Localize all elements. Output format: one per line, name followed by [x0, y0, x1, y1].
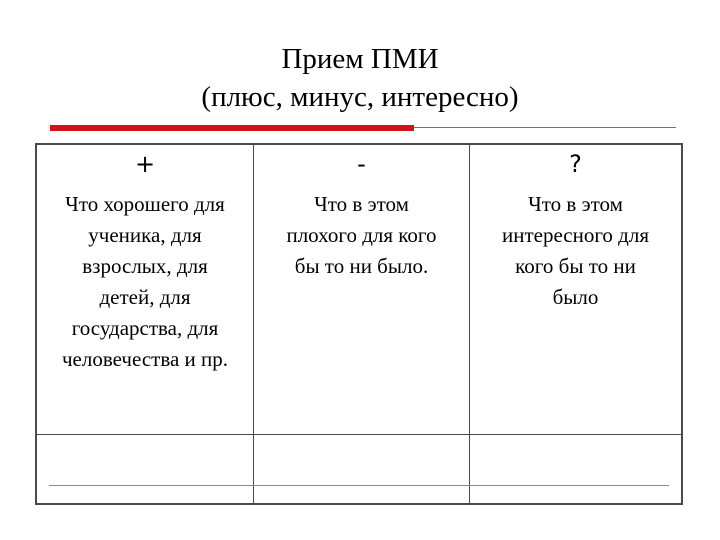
pmi-table	[35, 143, 683, 505]
column-minus	[254, 145, 469, 282]
column-header-minus: -	[357, 150, 366, 178]
column-text-minus: Что в этом плохого для кого бы то ни было.	[286, 192, 437, 278]
bottom-red-line	[49, 485, 669, 486]
column-interesting	[470, 145, 681, 313]
title-accent-rule	[414, 127, 676, 128]
slide-title	[150, 40, 570, 116]
title-line-1: Прием ПМИ	[281, 43, 439, 75]
column-text-plus: Что хорошего для ученика, для взрослых, для детей, для государства, для человечества и пр.	[61, 192, 229, 371]
column-header-interesting: ?	[569, 150, 582, 178]
row-divider	[37, 434, 681, 435]
column-plus	[37, 145, 253, 375]
column-text-interesting: Что в этом интересного для кого бы то ни было	[501, 192, 650, 309]
title-line-2: (плюс, минус, интересно)	[201, 81, 519, 113]
title-accent-bar	[50, 125, 414, 131]
column-header-plus: +	[134, 150, 156, 178]
